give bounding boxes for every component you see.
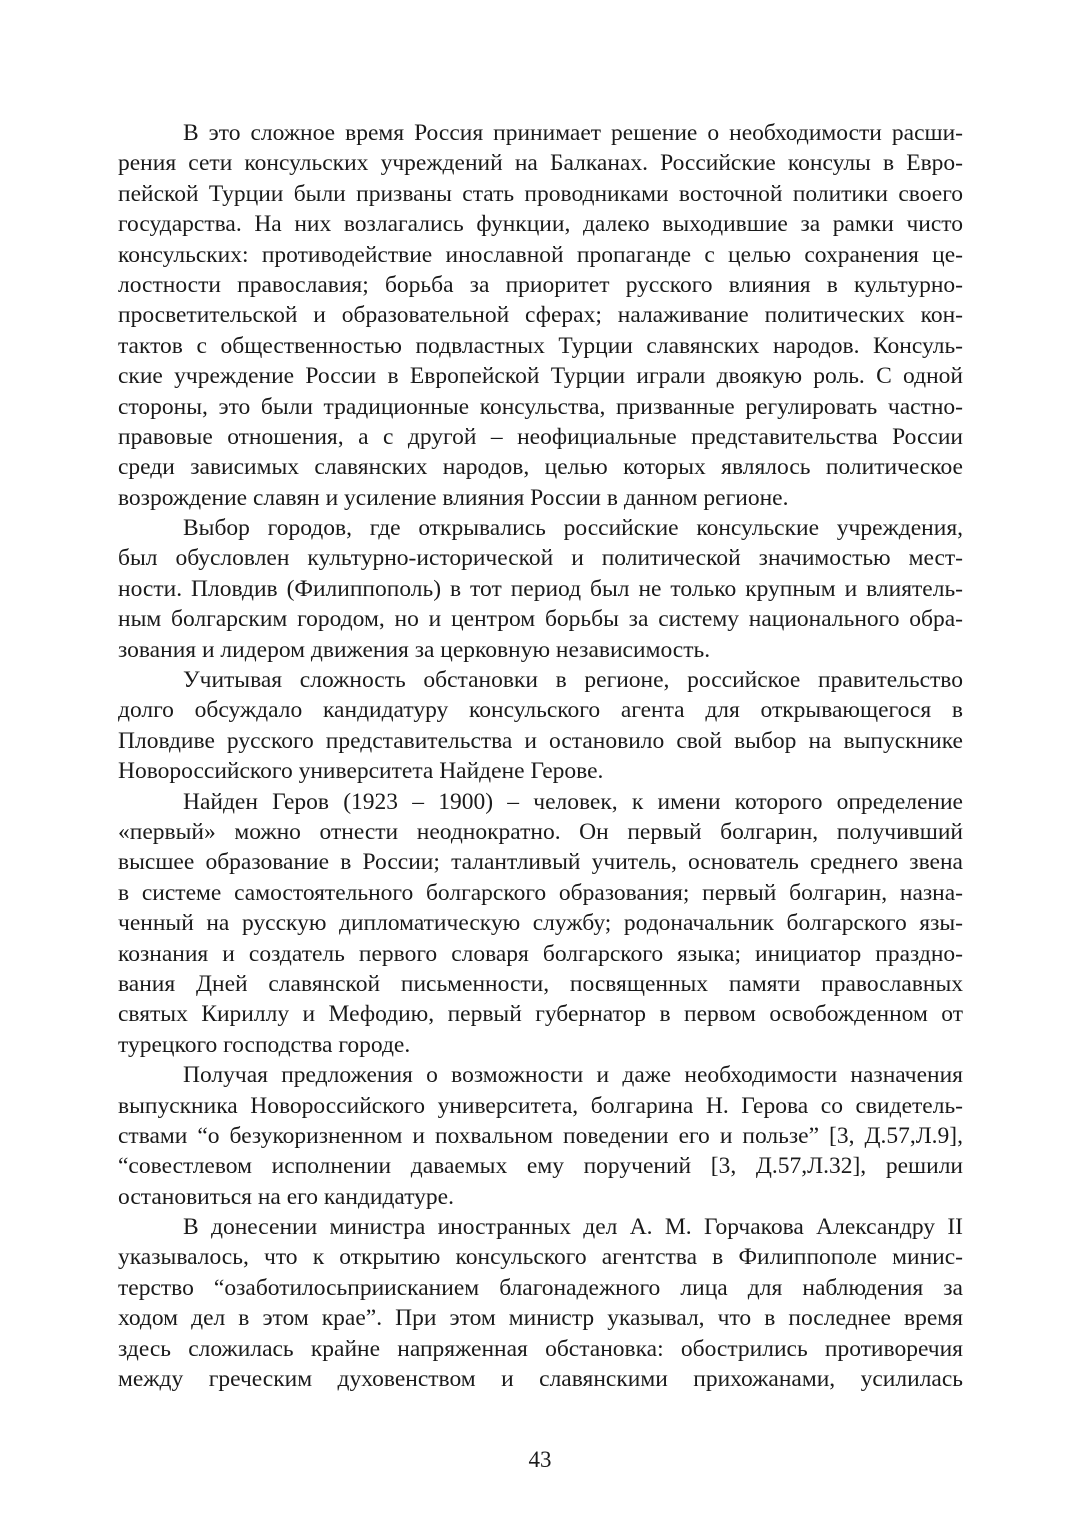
text-line: турецкого господства городе. [118, 1031, 411, 1058]
text-line: остановиться на его кандидатуре. [118, 1183, 454, 1210]
text-line: Пловдиве русского представительства и остановило свой выбор на выпускнике [118, 727, 963, 754]
text-line: ности. Пловдив (Филиппополь) в тот период был не только крупным и влиятель- [118, 575, 963, 602]
text-line: высшее образование в России; талантливый учитель, основатель среднего звена [118, 849, 963, 876]
text-line: ские учреждение России в Европейской Турции играли двоякую роль. С одной [118, 363, 963, 390]
page-body [118, 118, 963, 1394]
text-line: вания Дней славянской письменности, посвященных памяти православных [118, 970, 963, 997]
text-line: здесь сложилась крайне напряженная обстановка: обострились противоречия [118, 1335, 963, 1362]
text-line: долго обсуждало кандидатуру консульского агента для открывающегося в [118, 697, 963, 724]
text-line: между греческим духовенством и славянскими прихожанами, усилилась [118, 1366, 963, 1393]
text-line: кознания и создатель первого словаря болгарского языка; инициатор праздно- [118, 940, 963, 967]
text-line: Новороссийского университета Найдене Герове. [118, 758, 604, 785]
text-line: ным болгарским городом, но и центром борьбы за систему национального обра- [118, 606, 963, 633]
text-line: стороны, это были традиционные консульства, призванные регулировать частно- [118, 393, 963, 420]
paragraph [118, 118, 963, 513]
text-line: Выбор городов, где открывались российские консульские учреждения, [183, 515, 963, 542]
text-line: ходом дел в этом крае”. При этом министр указывал, что в последнее время [118, 1305, 963, 1332]
text-line: ствами “о безукоризненном и похвальном поведении его и пользе” [3, Д.57,Л.9], [118, 1122, 963, 1149]
text-line: терство “озаботилосьприисканием благонадежного лица для наблюдения за [118, 1274, 963, 1301]
text-line: лостности православия; борьба за приоритет русского влияния в культурно- [118, 271, 963, 298]
page-number: 43 [528, 1447, 552, 1472]
text-line: государства. На них возлагались функции, далеко выходившие за рамки чисто [118, 211, 963, 238]
paragraph [118, 665, 963, 787]
text-line: “совестлевом исполнении даваемых ему поручений [3, Д.57,Л.32], решили [118, 1153, 963, 1180]
text-line: В донесении министра иностранных дел А. М. Горчакова Александру II [183, 1214, 963, 1241]
text-line: В это сложное время Россия принимает решение о необходимости расши- [183, 120, 963, 146]
paragraph [118, 787, 963, 1061]
text-line: рения сети консульских учреждений на Балканах. Российские консулы в Евро- [118, 150, 963, 177]
text-line: пейской Турции были призваны стать проводниками восточной политики своего [118, 180, 963, 207]
text-line: «первый» можно отнести неоднократно. Он первый болгарин, получивший [118, 818, 963, 845]
text-line: среди зависимых славянских народов, целью которых являлось политическое [118, 454, 963, 481]
text-line: ченный на русскую дипломатическую службу; родоначальник болгарского язы- [118, 910, 963, 937]
text-line: указывалось, что к открытию консульского агентства в Филиппополе минис- [118, 1244, 963, 1271]
paragraph [118, 1060, 963, 1212]
paragraph [118, 1212, 963, 1394]
text-line: зования и лидером движения за церковную независимость. [118, 636, 711, 663]
text-line: выпускника Новороссийского университета, болгарина Н. Герова со свидетель- [118, 1092, 963, 1119]
paragraph [118, 513, 963, 665]
text-line: просветительской и образовательной сферах; налаживание политических кон- [118, 302, 963, 329]
text-line: правовые отношения, а с другой – неофициальные представительства России [118, 423, 963, 450]
text-line: возрождение славян и усиление влияния России в данном регионе. [118, 484, 789, 511]
text-line: Учитывая сложность обстановки в регионе, российское правительство [183, 667, 963, 694]
text-line: Найден Геров (1923 – 1900) – человек, к имени которого определение [183, 788, 963, 815]
text-line: Получая предложения о возможности и даже необходимости назначения [183, 1062, 963, 1089]
text-line: святых Кириллу и Мефодию, первый губернатор в первом освобожденном от [118, 1001, 963, 1028]
text-line: тактов с общественностью подвластных Турции славянских народов. Консуль- [118, 332, 963, 359]
text-line: в системе самостоятельного болгарского образования; первый болгарин, назна- [118, 879, 963, 906]
text-line: консульских: противодействие инославной пропаганде с целью сохранения це- [118, 241, 963, 268]
text-line: был обусловлен культурно-исторической и политической значимостью мест- [118, 545, 963, 572]
